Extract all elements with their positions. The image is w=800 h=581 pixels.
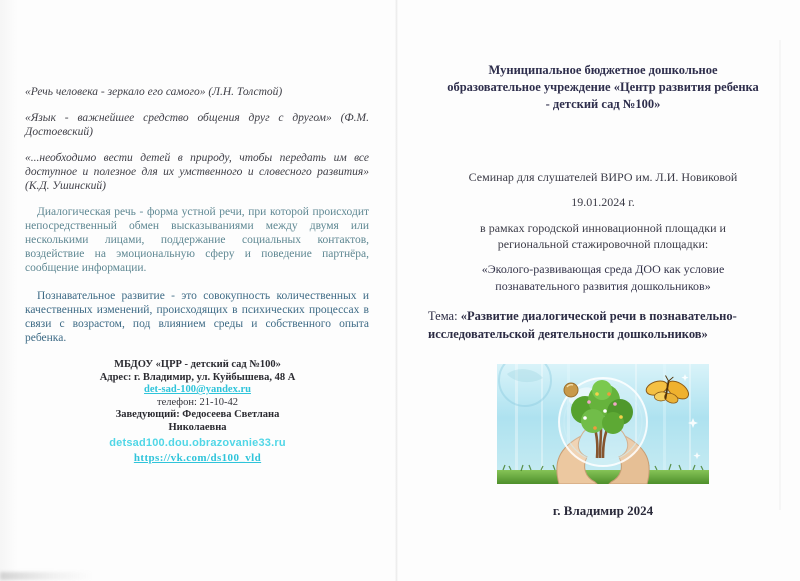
seminar-topic — [428, 307, 778, 343]
small-orb — [564, 383, 578, 397]
org-title-line: - детский сад №100» — [545, 97, 661, 111]
footer-city-year: г. Владимир 2024 — [552, 503, 654, 518]
eco-illustration — [497, 364, 709, 494]
org-title-line: образовательное учреждение «Центр развития ребенка — [447, 80, 759, 94]
left-page — [25, 85, 369, 359]
seminar-context-line: в рамках городской инновационной площадки и региональной стажировочной площадки: — [480, 221, 726, 251]
quote-ushinsky: «...необходимо вести детей в природу, чтобы передать им все доступное и полезное для их умственного и словесного развития» (К.Д. Ушинский) — [25, 152, 369, 192]
seminar-audience-line: Семинар для слушателей ВИРО им. Л.И. Новиковой — [468, 170, 738, 184]
org-title-line: Муниципальное бюджетное дошкольное — [488, 63, 718, 77]
topic-label: Тема: — [428, 309, 461, 323]
vk-link[interactable]: https://vk.com/ds100_vld — [133, 452, 262, 465]
contact-phone: телефон: 21-10-42 — [157, 396, 238, 408]
program-title: «Эколого-развивающая среда ДОО как условие познавательного развития дошкольников» — [481, 262, 725, 293]
contact-head-name: Заведующий: Федосеева Светлана Николаевна — [115, 409, 280, 433]
right-page — [428, 62, 778, 519]
scan-edge-shading — [0, 0, 18, 581]
page-fold-line — [395, 0, 398, 581]
contact-address: Адрес: г. Владимир, ул. Куйбышева, 48 А — [99, 371, 296, 383]
contact-org-name: МБДОУ «ЦРР - детский сад №100» — [114, 359, 281, 370]
website-link[interactable]: detsad100.dou.obrazovanie33.ru — [109, 436, 286, 449]
contact-block — [45, 359, 350, 466]
quote-dostoevsky: «Язык - важнейшее средство общения друг с другом» (Ф.М. Достоевский) — [25, 112, 369, 138]
paragraph-cognitive-development: Познавательное развитие - это совокупность количественных и качественных изменений, происходящих в психических процессах в связи с возрастом, под влиянием среды и собственного опыта ребенка. — [25, 290, 369, 344]
paragraph-dialog-speech: Диалогическая речь - форма устной речи, при которой происходит непосредственный обмен высказываниями между двумя или несколькими лицами, поддержание социальных контактов, воздействие на эмоциональную сферу и поведение партнёра, сообщение информации. — [25, 206, 369, 274]
quote-tolstoy: «Речь человека - зеркало его самого» (Л.Н. Толстой) — [25, 86, 283, 98]
topic-title: «Развитие диалогической речи в познавательно-исследовательской деятельности дошкольников» — [428, 309, 737, 341]
grass-strip — [497, 470, 709, 484]
page-edge-shadow — [779, 40, 781, 510]
seminar-date: 19.01.2024 г. — [571, 195, 635, 209]
email-link[interactable]: det-sad-100@yandex.ru — [144, 384, 251, 396]
